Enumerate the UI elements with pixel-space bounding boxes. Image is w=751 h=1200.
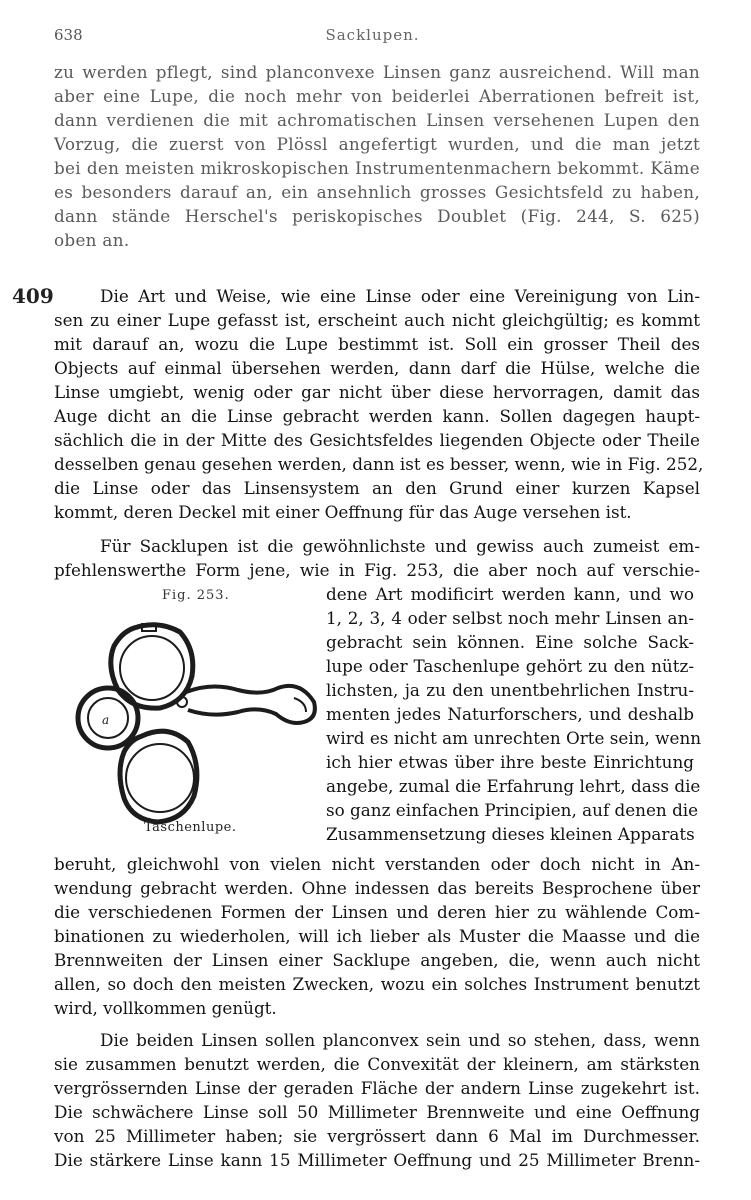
text-line: die verschiedenen Formen der Linsen und deren hier zu wählende Com- — [54, 902, 700, 922]
text-line: zu werden pflegt, sind planconvexe Linsen ganz ausreichend. Will man — [54, 62, 700, 82]
text-line: aber eine Lupe, die noch mehr von beiderlei Aberrationen befreit ist, — [54, 86, 700, 106]
text-line: wird es nicht am unrechten Orte sein, wenn — [326, 728, 702, 748]
figure-253 — [62, 588, 324, 848]
text-line: sie zusammen benutzt werden, die Convexität der kleinern, am stärksten — [54, 1054, 700, 1074]
text-line: lichsten, ja zu den unentbehrlichen Instru- — [326, 680, 694, 700]
text-line: wendung gebracht werden. Ohne indessen das bereits Besprochene über — [54, 878, 700, 898]
page-number: 638 — [54, 26, 83, 44]
text-line: dann stände Herschel's periskopisches Doublet (Fig. 244, S. 625) — [54, 206, 700, 226]
text-line: 1, 2, 3, 4 oder selbst noch mehr Linsen an- — [326, 608, 694, 628]
text-line: es besonders darauf an, ein ansehnlich grosses Gesichtsfeld zu haben, — [54, 182, 700, 202]
lens-mark-label: a — [102, 713, 110, 727]
text-line: Zusammensetzung dieses kleinen Apparats — [326, 824, 695, 844]
text-line: wird, vollkommen genügt. — [54, 998, 277, 1018]
figure-label: Fig. 253. — [162, 588, 230, 603]
text-line: so ganz einfachen Principien, auf denen die — [326, 800, 699, 820]
text-line: Vorzug, die zuerst von Plössl angefertigt wurden, und die man jetzt — [54, 134, 700, 154]
text-line: Auge dicht an die Linse gebracht werden kann. Sollen dagegen haupt- — [54, 406, 700, 426]
text-line: menten jedes Naturforschers, und deshalb — [326, 704, 694, 724]
text-line: mit darauf an, wozu die Lupe bestimmt ist. Soll ein grosser Theil des — [54, 334, 700, 354]
text-line: bei den meisten mikroskopischen Instrumentenmachern bekommt. Käme — [54, 158, 700, 178]
text-line: angebe, zumal die Erfahrung lehrt, dass die — [326, 776, 701, 796]
text-line: desselben genau gesehen werden, dann ist es besser, wenn, wie in Fig. 252, — [54, 454, 704, 474]
text-line: Die schwächere Linse soll 50 Millimeter Brennweite und eine Oeffnung — [54, 1102, 700, 1122]
page-header — [54, 26, 691, 52]
text-line: Objects auf einmal übersehen werden, dann darf die Hülse, welche die — [54, 358, 700, 378]
text-line: binationen zu wiederholen, will ich lieber als Muster die Maasse und die — [54, 926, 700, 946]
text-line: Für Sacklupen ist die gewöhnlichste und gewiss auch zumeist em- — [100, 536, 700, 556]
text-line: Linse umgiebt, wenig oder gar nicht über diese hervorragen, damit das — [54, 382, 700, 402]
text-line: von 25 Millimeter haben; sie vergrössert dann 6 Mal im Durchmesser. — [54, 1126, 700, 1146]
text-line: Die beiden Linsen sollen planconvex sein und so stehen, dass, wenn — [100, 1030, 700, 1050]
text-line: kommt, deren Deckel mit einer Oeffnung für das Auge versehen ist. — [54, 502, 632, 522]
text-line: Die Art und Weise, wie eine Linse oder eine Vereinigung von Lin- — [100, 286, 700, 306]
running-title: Sacklupen. — [325, 26, 420, 44]
text-line: ich hier etwas über ihre beste Einrichtung — [326, 752, 694, 772]
figure-caption: Taschenlupe. — [144, 820, 237, 835]
text-line: Brennweiten der Linsen einer Sacklupe angeben, die, wenn auch nicht — [54, 950, 700, 970]
text-line: sen zu einer Lupe gefasst ist, erscheint auch nicht gleichgültig; es kommt — [54, 310, 700, 330]
text-line: beruht, gleichwohl von vielen nicht verstanden oder doch nicht in An- — [54, 854, 700, 874]
text-line: sächlich die in der Mitte des Gesichtsfeldes liegenden Objecte oder Theile — [54, 430, 700, 450]
text-line: dene Art modificirt werden kann, und wo — [326, 584, 694, 604]
text-line: die Linse oder das Linsensystem an den Grund einer kurzen Kapsel — [54, 478, 700, 498]
text-line: vergrössernden Linse der geraden Fläche der andern Linse zugekehrt ist. — [54, 1078, 700, 1098]
text-line: Die stärkere Linse kann 15 Millimeter Oeffnung und 25 Millimeter Brenn- — [54, 1150, 700, 1170]
text-line: dann verdienen die mit achromatischen Linsen versehenen Lupen den — [54, 110, 700, 130]
text-line: lupe oder Taschenlupe gehört zu den nütz- — [326, 656, 694, 676]
text-line: oben an. — [54, 230, 130, 250]
text-line: allen, so doch den meisten Zwecken, wozu ein solches Instrument benutzt — [54, 974, 700, 994]
text-line: gebracht sein können. Eine solche Sack- — [326, 632, 694, 652]
margin-section-number: 409 — [12, 284, 54, 308]
text-line: pfehlenswerthe Form jene, wie in Fig. 253, die aber noch auf verschie- — [54, 560, 700, 580]
pocket-magnifier-illustration — [62, 606, 324, 836]
